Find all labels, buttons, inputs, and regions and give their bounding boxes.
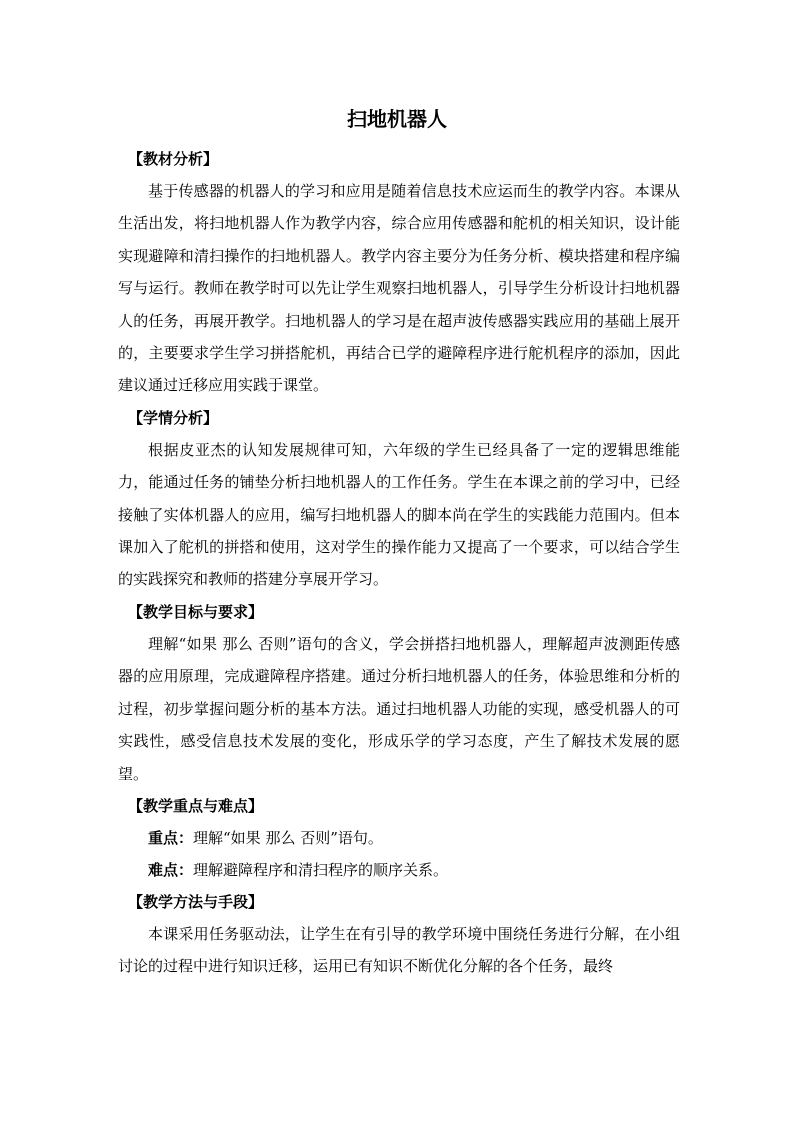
section-text-goals: 理解“如果 那么 否则”语句的含义，学会拼搭扫地机器人，理解超声波测距传感器的应用原理，完成避障程序搭建。通过分析扫地机器人的任务，体验思维和分析的过程，初步掌握问题分析的基本方法。通过扫地机器人功能的实现，感受机器人的可实践性，感受信息技术发展的变化，形成乐学的学习态度，产生了解技术发展的愿望。 xyxy=(118,634,680,783)
section-heading-key-points: 【教学重点与难点】 xyxy=(128,796,264,815)
difficulty-line xyxy=(118,854,680,886)
key-point-line xyxy=(118,822,680,854)
section-heading-methods: 【教学方法与手段】 xyxy=(128,892,264,911)
key-point-label: 重点： xyxy=(148,828,194,847)
section-text-materials: 基于传感器的机器人的学习和应用是随着信息技术应运而生的教学内容。本课从生活出发，将扫地机器人作为教学内容，综合应用传感器和舵机的相关知识，设计能实现避障和清扫操作的扫地机器人。教学内容主要分为任务分析、模块搭建和程序编写与运行。教师在教学时可以先让学生观察扫地机器人，引导学生分析设计扫地机器人的任务，再展开教学。扫地机器人的学习是在超声波传感器实践应用的基础上展开的，主要要求学生学习拼搭舵机，再结合已学的避障程序进行舵机程序的添加，因此建议通过迁移应用实践于课堂。 xyxy=(118,182,680,395)
section-text-methods: 本课采用任务驱动法，让学生在有引导的教学环境中围绕任务进行分解，在小组讨论的过程中进行知识迁移，运用已有知识不断优化分解的各个任务，最终 xyxy=(118,924,680,976)
section-heading-materials: 【教材分析】 xyxy=(128,150,219,168)
section-heading-students: 【学情分析】 xyxy=(128,408,219,427)
section-heading-goals: 【教学目标与要求】 xyxy=(128,602,264,621)
document-body xyxy=(118,143,680,983)
key-point-text: 理解“如果 那么 否则”语句。 xyxy=(193,828,383,847)
difficulty-label: 难点： xyxy=(148,860,194,879)
document-title: 扫地机器人 xyxy=(347,107,447,131)
difficulty-text: 理解避障程序和清扫程序的顺序关系。 xyxy=(193,860,449,879)
section-text-students: 根据皮亚杰的认知发展规律可知，六年级的学生已经具备了一定的逻辑思维能力，能通过任务的铺垫分析扫地机器人的工作任务。学生在本课之前的学习中，已经接触了实体机器人的应用，编写扫地机器人的脚本尚在学生的实践能力范围内。但本课加入了舵机的拼搭和使用，这对学生的操作能力又提高了一个要求，可以结合学生的实践探究和教师的搭建分享展开学习。 xyxy=(118,440,680,589)
